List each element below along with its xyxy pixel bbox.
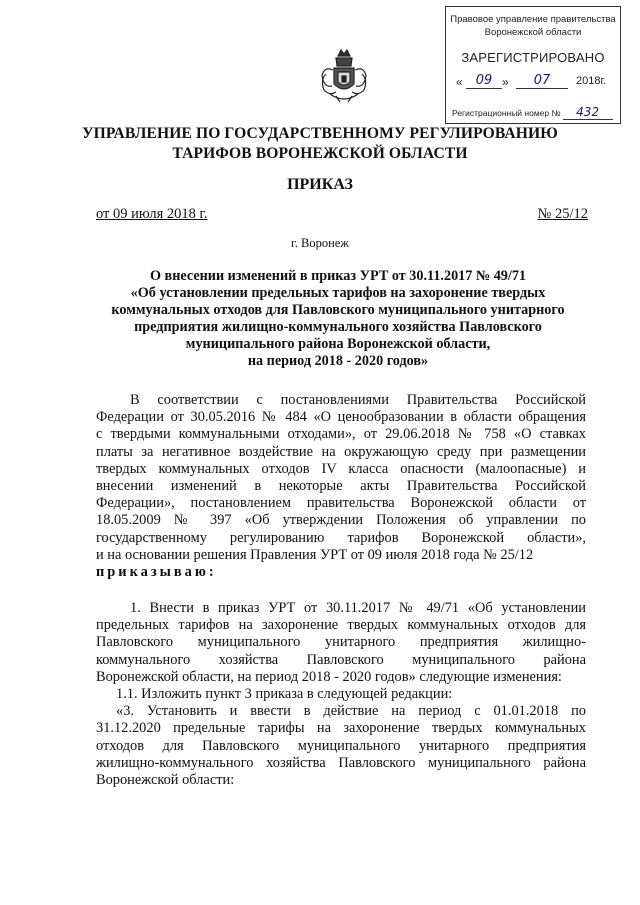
text-line: предельных тарифов на захоронение твердых коммунальных отходов для xyxy=(96,617,586,634)
stamp-org-line: Правовое управление правительства xyxy=(450,14,616,25)
text-line: Воронежской области, на период 2018 - 2020 годов» следующие изменения: xyxy=(96,668,562,685)
stamp-organization xyxy=(446,13,620,39)
text-line: 31.12.2020 предельные тарифы на захоронение твердых коммунальных xyxy=(96,720,586,737)
subject-line: на период 2018 - 2020 годов» xyxy=(247,353,429,369)
text-line: 18.05.2009 № 397 «Об утверждении Положения об управлении по xyxy=(96,512,586,529)
stamp-quote-open: « xyxy=(456,75,463,89)
text-line: отходов для Павловского муниципального унитарного предприятия xyxy=(96,737,586,754)
text-line: жилищно-коммунального хозяйства Павловского муниципального района xyxy=(96,754,586,771)
text-line: и на основании решения Правления УРТ от 09 июля 2018 года № 25/12 xyxy=(96,546,534,563)
subject-line: «Об установлении предельных тарифов на захоронение твердых xyxy=(130,285,546,301)
text-line: Воронежской области: xyxy=(96,772,235,789)
text-line: твердых коммунальных отходов IV класса опасности (малоопасные) и xyxy=(96,460,586,477)
text-line: внесении изменений в некоторые акты Правительства Российской xyxy=(96,478,586,495)
stamp-registration-number xyxy=(452,105,614,120)
preamble-paragraph xyxy=(96,392,586,581)
stamp-status: ЗАРЕГИСТРИРОВАНО xyxy=(461,50,605,65)
text-line: 1. Внести в приказ УРТ от 30.11.2017 № 49/71 «Об установлении xyxy=(130,600,586,616)
document-city: г. Воронеж xyxy=(291,236,349,250)
text-line: государственному регулированию тарифов Воронежской области», xyxy=(96,529,586,546)
text-line: Федерации от 30.05.2016 № 484 «О ценообразовании в области обращения xyxy=(96,409,586,426)
stamp-year: 2018г. xyxy=(576,75,607,87)
text-line: Федерации», постановлением правительства Воронежской области от xyxy=(96,495,586,512)
text-line: коммунального хозяйства Павловского муниципального района xyxy=(96,651,586,668)
document-type: ПРИКАЗ xyxy=(287,176,353,193)
stamp-org-line: Воронежской области xyxy=(484,27,582,38)
stamp-date xyxy=(454,75,614,93)
stamp-day: 09 xyxy=(466,73,502,89)
item-1-paragraph xyxy=(96,600,586,789)
stamp-quote-close: » xyxy=(502,75,509,89)
subject-line: муниципального района Воронежской области, xyxy=(185,336,491,352)
text-line: «3. Установить и ввести в действие на период с 01.01.2018 по xyxy=(116,703,586,720)
order-word: приказываю: xyxy=(96,564,217,581)
subject-line: коммунальных отходов для Павловского муниципального унитарного xyxy=(111,302,565,318)
subject-line: О внесении изменений в приказ УРТ от 30.11.2017 № 49/71 xyxy=(149,268,527,284)
document-date: от 09 июля 2018 г. xyxy=(96,206,208,222)
registration-stamp xyxy=(445,6,621,124)
subject-line: предприятия жилищно-коммунального хозяйства Павловского xyxy=(134,319,542,335)
organization-name-line: ТАРИФОВ ВОРОНЕЖСКОЙ ОБЛАСТИ xyxy=(172,145,468,162)
item-1-1: 1.1. Изложить пункт 3 приказа в следующей редакции: xyxy=(116,686,453,703)
organization-name-line: УПРАВЛЕНИЕ ПО ГОСУДАРСТВЕННОМУ РЕГУЛИРОВАНИЮ xyxy=(82,125,558,142)
text-line: с твердыми коммунальными отходами», от 29.06.2018 № 758 «О ставках xyxy=(96,426,586,443)
stamp-reg-label: Регистрационный номер № xyxy=(452,108,561,118)
text-line: Павловского муниципального унитарного предприятия жилищно- xyxy=(96,634,586,651)
document-subject xyxy=(88,268,588,370)
text-line: платы за негативное воздействие на окружающую среду при размещении xyxy=(96,443,586,460)
organization-name xyxy=(60,124,580,164)
stamp-reg-number: 432 xyxy=(563,105,613,120)
document-number: № 25/12 xyxy=(537,206,588,222)
stamp-month: 07 xyxy=(516,73,568,89)
text-line: В соответствии с постановлениями Правительства Российской xyxy=(130,392,586,408)
coat-of-arms-icon xyxy=(316,46,372,106)
